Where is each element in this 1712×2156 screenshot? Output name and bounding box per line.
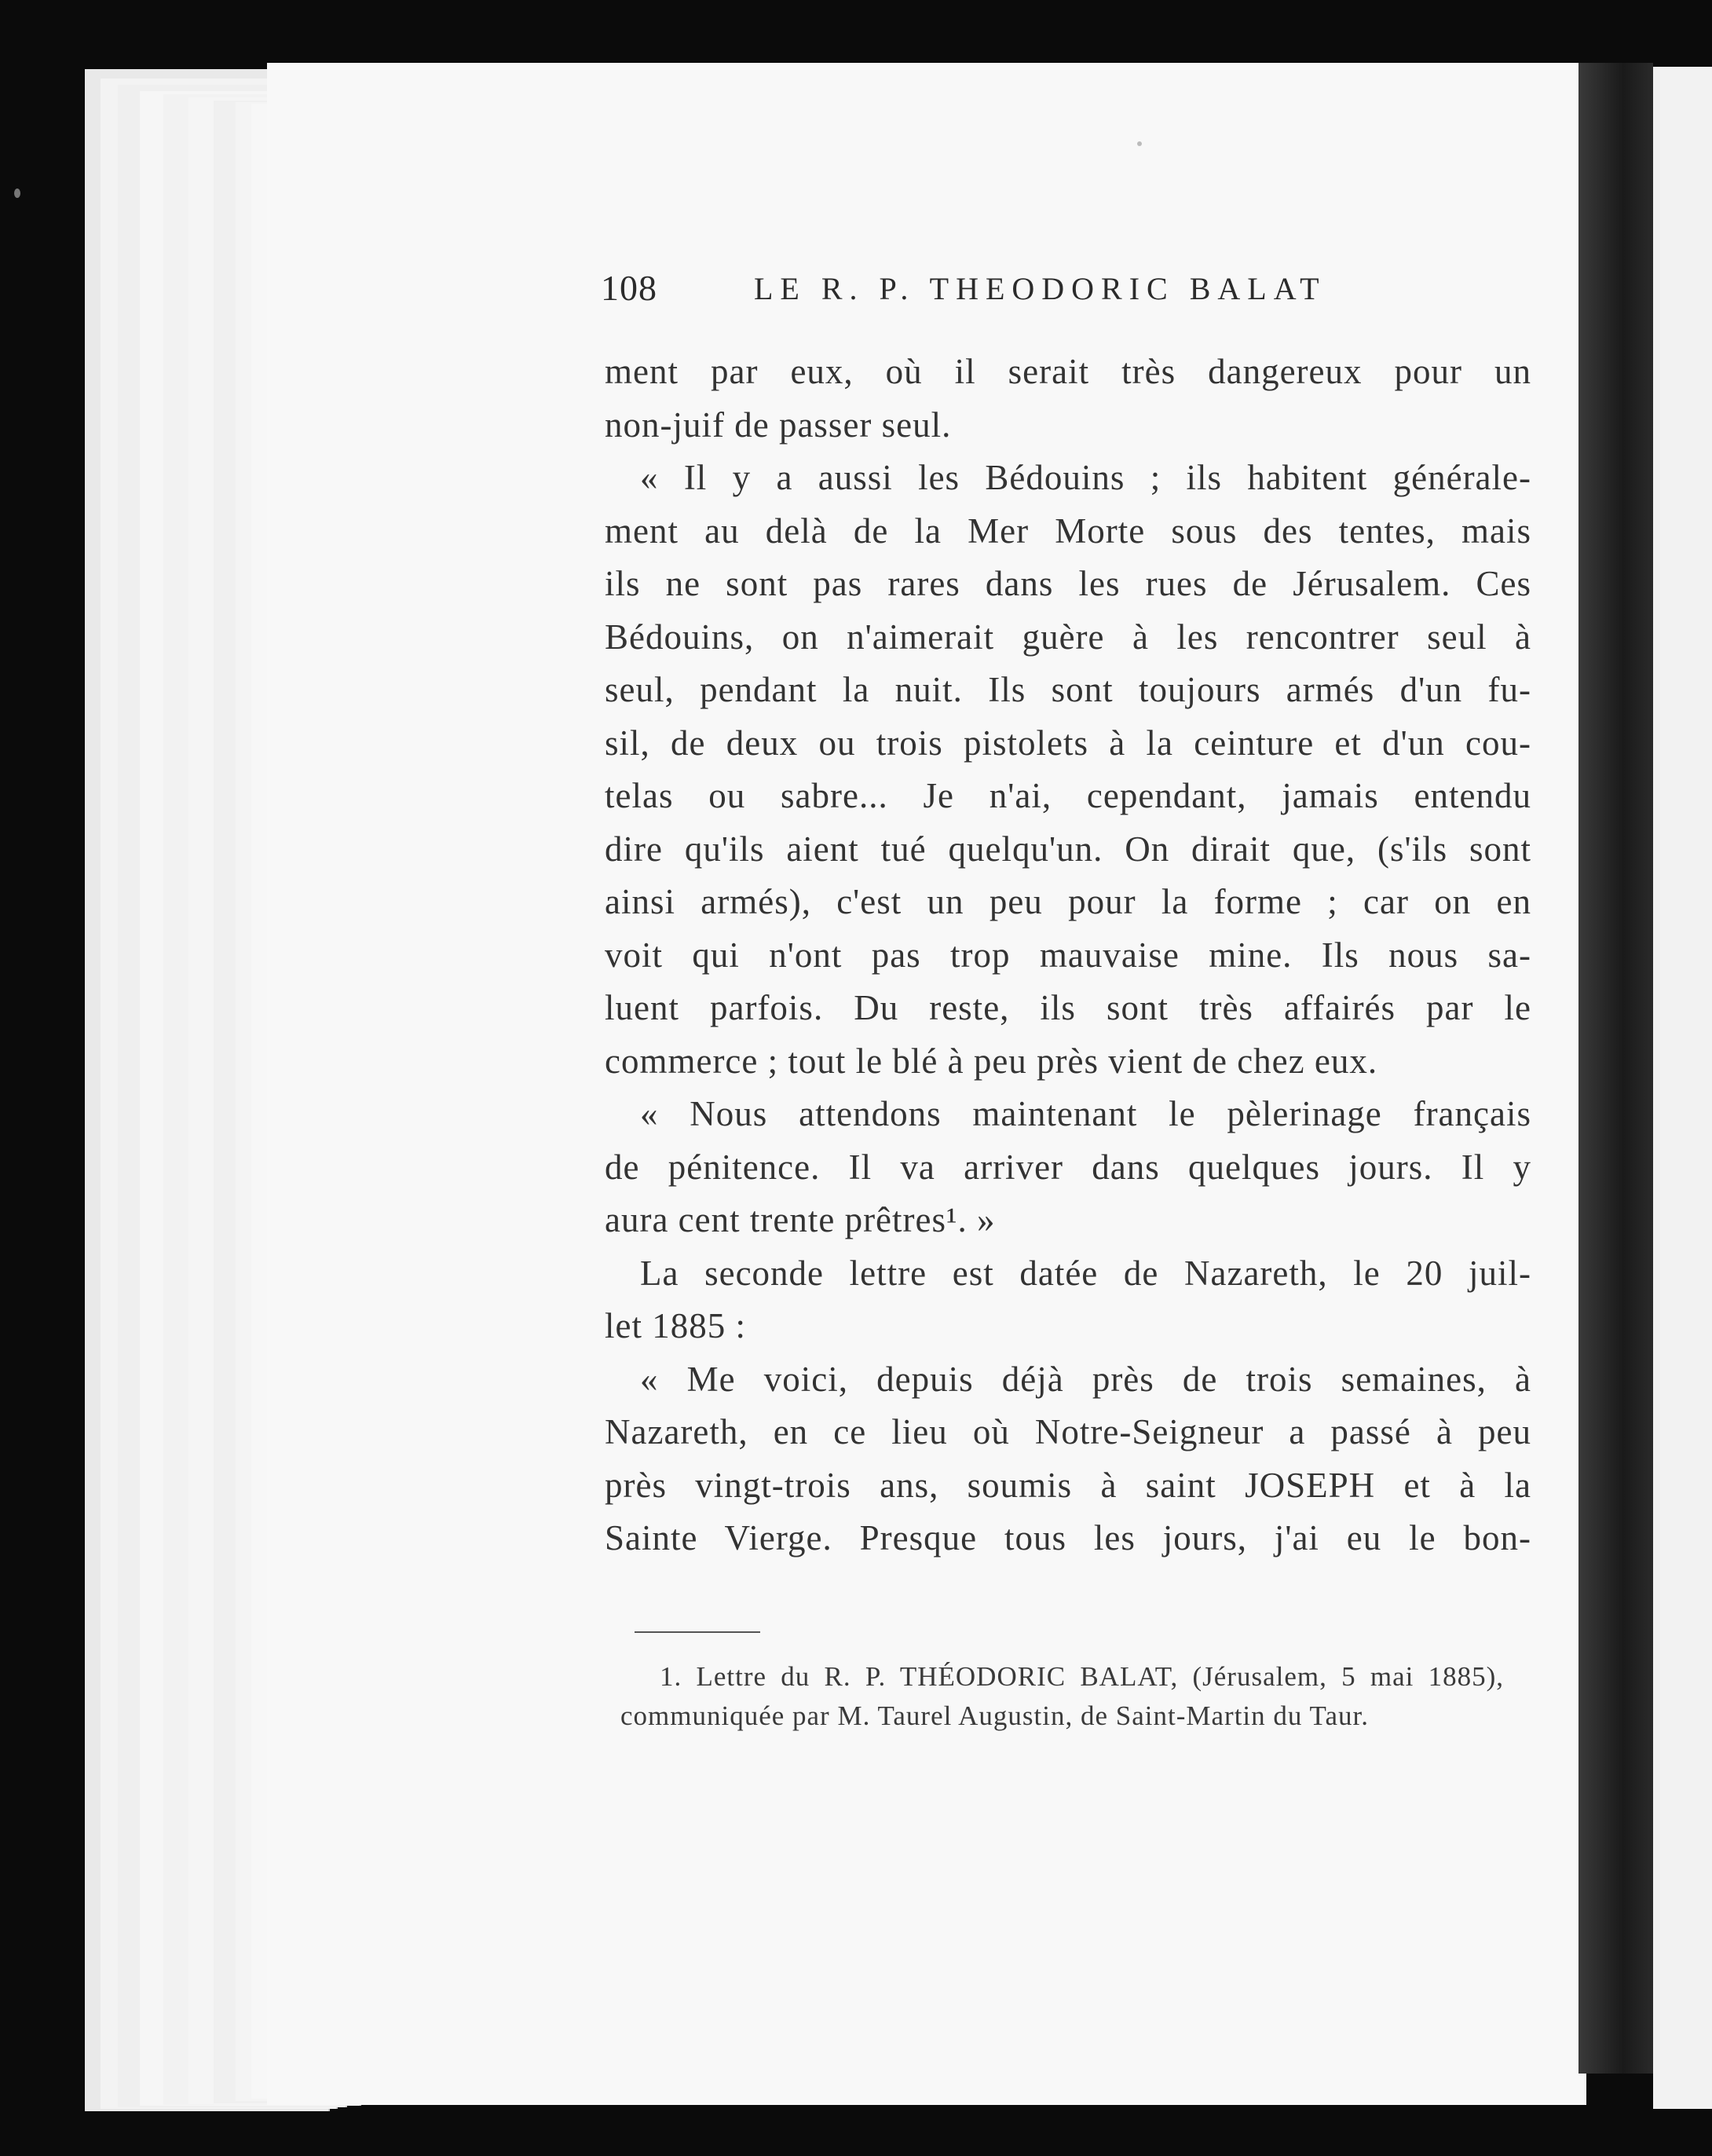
text-line: sil, de deux ou trois pistolets à la ceinture et d'un cou- xyxy=(605,723,1531,763)
text-line: Sainte Vierge. Presque tous les jours, j'ai eu le bon- xyxy=(605,1518,1531,1558)
text-line: let 1885 : xyxy=(605,1306,746,1345)
running-head xyxy=(601,267,1582,322)
footnote-rule xyxy=(635,1631,760,1633)
text-line: « Me voici, depuis déjà près de trois semaines, à xyxy=(640,1359,1531,1399)
text-line: « Nous attendons maintenant le pèlerinage français xyxy=(640,1094,1531,1133)
footnote-line: 1. Lettre du R. P. THÉODORIC BALAT, (Jérusalem, 5 mai 1885), xyxy=(660,1661,1504,1692)
body-text xyxy=(605,346,1531,1565)
text-line: ment par eux, où il serait très dangereux pour un xyxy=(605,352,1531,391)
text-line: aura cent trente prêtres¹. » xyxy=(605,1200,996,1239)
dust-speck xyxy=(14,189,20,198)
text-line: Bédouins, on n'aimerait guère à les rencontrer seul à xyxy=(605,617,1531,657)
text-line: non-juif de passer seul. xyxy=(605,404,952,445)
footnote-line: communiquée par M. Taurel Augustin, de Saint-Martin du Taur. xyxy=(620,1700,1369,1731)
running-title: LE R. P. THEODORIC BALAT xyxy=(754,271,1326,306)
text-line: « Il y a aussi les Bédouins ; ils habitent générale- xyxy=(640,458,1531,497)
text-line: dire qu'ils aient tué quelqu'un. On dirait que, (s'ils sont xyxy=(605,829,1531,869)
text-line: luent parfois. Du reste, ils sont très affairés par le xyxy=(605,988,1531,1027)
footnote xyxy=(620,1657,1504,1736)
page-number: 108 xyxy=(601,268,657,308)
text-line: voit qui n'ont pas trop mauvaise mine. Ils nous sa- xyxy=(605,935,1531,975)
facing-page-edge xyxy=(1653,67,1712,2109)
text-line: ment au delà de la Mer Morte sous des tentes, mais xyxy=(605,511,1531,551)
text-line: telas ou sabre... Je n'ai, cependant, jamais entendu xyxy=(605,776,1531,815)
text-line: ils ne sont pas rares dans les rues de Jérusalem. Ces xyxy=(605,564,1531,603)
text-line: seul, pendant la nuit. Ils sont toujours armés d'un fu- xyxy=(605,670,1531,709)
text-line: ainsi armés), c'est un peu pour la forme ; car on en xyxy=(605,882,1531,921)
text-line: de pénitence. Il va arriver dans quelques jours. Il y xyxy=(605,1147,1531,1187)
text-line: Nazareth, en ce lieu où Notre-Seigneur a passé à peu xyxy=(605,1412,1531,1451)
text-line: commerce ; tout le blé à peu près vient de chez eux. xyxy=(605,1041,1378,1081)
text-line: près vingt-trois ans, soumis à saint JOSEPH et à la xyxy=(605,1465,1531,1505)
dust-speck xyxy=(1137,141,1142,146)
book-binding xyxy=(1578,63,1653,2074)
text-line: La seconde lettre est datée de Nazareth, le 20 juil- xyxy=(640,1253,1531,1293)
